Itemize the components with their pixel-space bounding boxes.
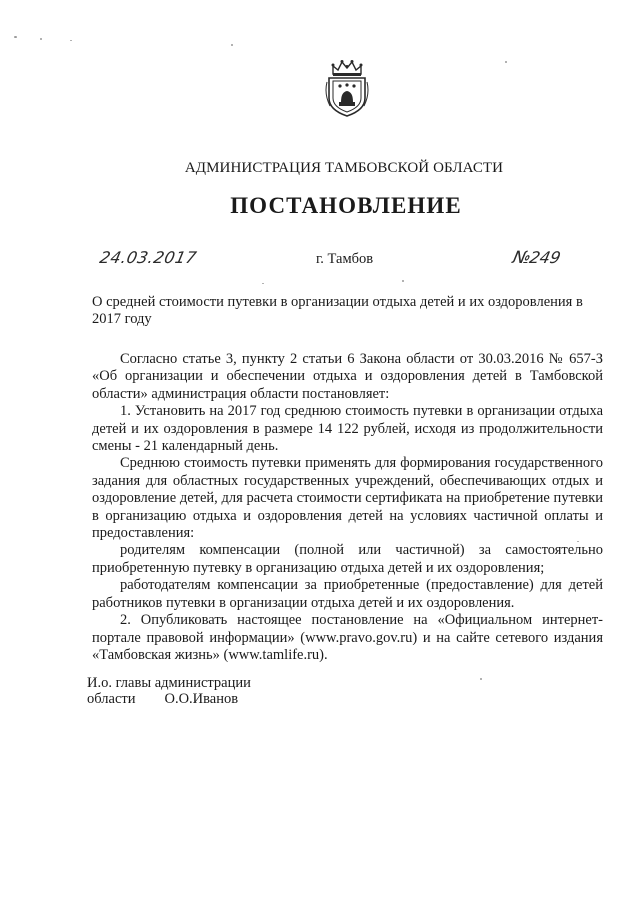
body-paragraph: работодателям компенсации за приобретенные (предоставление) для детей работников путевки в организации отдыха детей и их оздоровления.	[92, 577, 603, 611]
document-subject: О средней стоимости путевки в организации отдыха детей и их оздоровления в 2017 году	[92, 294, 583, 327]
scan-speck	[505, 61, 507, 63]
coat-of-arms-icon	[324, 58, 370, 118]
signature-block	[87, 676, 251, 707]
document-body	[92, 351, 603, 664]
document-city: г. Тамбов	[316, 251, 374, 267]
signatory-position-line2: области	[87, 690, 136, 707]
document-number	[511, 248, 562, 268]
body-paragraph: родителям компенсации (полной или частичной) за самостоятельно приобретенную путевку в организацию отдыха детей и их оздоровления;	[92, 542, 603, 576]
scan-speck	[40, 38, 42, 40]
scan-speck	[480, 678, 482, 680]
scan-speck	[70, 40, 72, 41]
document-type-title: ПОСТАНОВЛЕНИЕ	[230, 193, 462, 218]
administration-title: АДМИНИСТРАЦИЯ ТАМБОВСКОЙ ОБЛАСТИ	[184, 160, 504, 176]
body-paragraph: 1. Установить на 2017 год среднюю стоимость путевки в организации отдыха детей и их оздоровления в размере 14 122 рублей, исходя из продолжительности смены - 21 календарный день.	[92, 403, 603, 455]
number-value: 249	[527, 248, 563, 267]
number-sign: №	[510, 248, 532, 268]
body-paragraph: 2. Опубликовать настоящее постановление на «Официальном интернет-портале правовой информации» (www.pravo.gov.ru) и на сайте сетевого издания «Тамбовская жизнь» (www.tamlife.ru).	[92, 612, 603, 663]
scan-speck	[231, 44, 233, 46]
body-paragraph: Среднюю стоимость путевки применять для формирования государственного задания для областных государственных учреждений, обеспечивающих отдых и оздоровление детей, для расчета стоимости сертификата на приобретение путевки в организацию отдыха и оздоровления детей на условиях частичной оплаты и предоставления:	[92, 455, 603, 542]
scan-speck	[402, 280, 404, 282]
body-paragraph: Согласно статье 3, пункту 2 статьи 6 Закона области от 30.03.2016 № 657-З «Об организации и обеспечении отдыха и оздоровления детей в Тамбовской области» администрация области постановляет:	[92, 351, 603, 402]
signatory-name: О.О.Иванов	[164, 690, 239, 707]
signatory-position-line1: И.о. главы администрации	[87, 675, 251, 691]
document-date: 24.03.2017	[97, 248, 199, 267]
scan-speck	[14, 36, 17, 38]
scan-speck	[262, 283, 264, 284]
